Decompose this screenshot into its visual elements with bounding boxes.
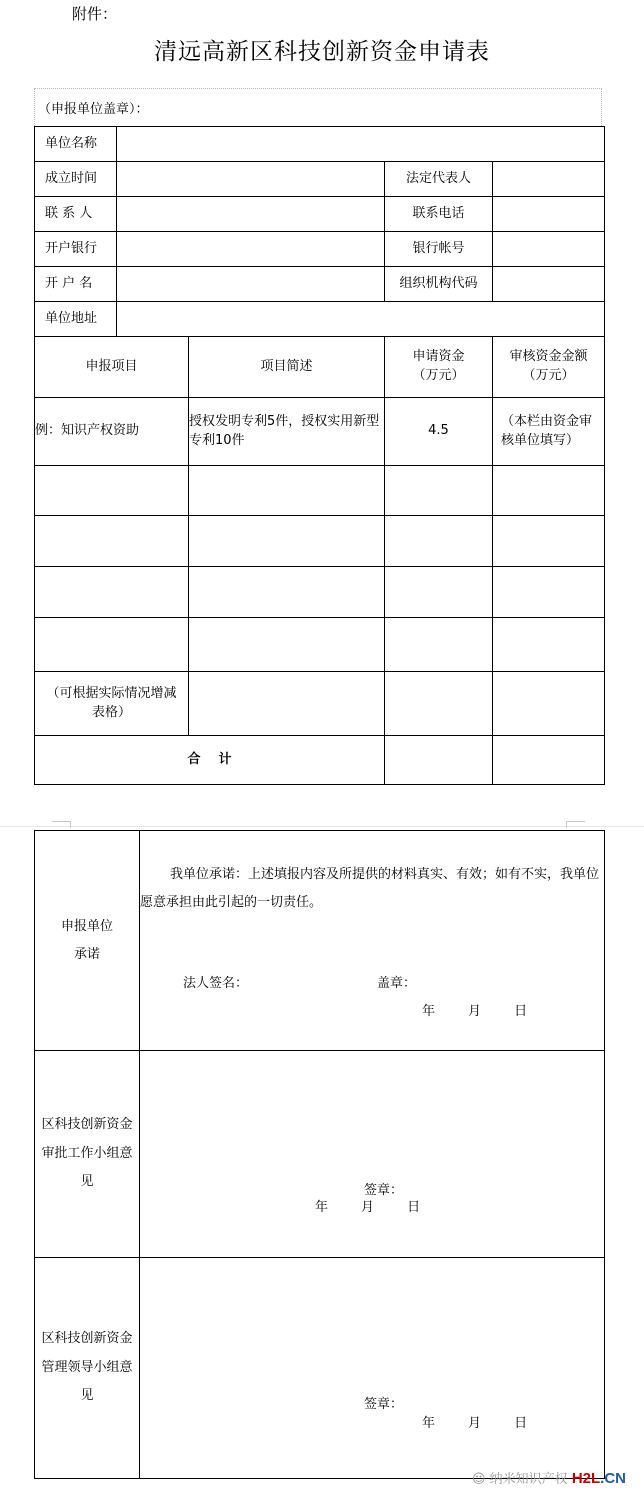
page-corner-mark (52, 821, 71, 828)
org-code-label: 组织机构代码 (385, 267, 493, 302)
commitment-date: 年 月 日 (422, 1004, 528, 1019)
opinion-table (34, 830, 605, 1479)
unit-name-field[interactable] (117, 127, 605, 162)
approved-header: 审核资金金额 （万元） (493, 337, 605, 398)
bank-field[interactable] (117, 232, 385, 267)
project-header: 申报项目 (35, 337, 189, 398)
total-label: 合 计 (35, 736, 385, 785)
attachment-label: 附件： (72, 5, 118, 23)
commitment-seal-label: 盖章： (377, 976, 417, 991)
account-label: 银行帐号 (385, 232, 493, 267)
bank-label: 开户银行 (35, 232, 117, 267)
legal-sign-label: 法人签名： (183, 976, 249, 991)
table-row (35, 618, 605, 672)
org-code-field[interactable] (493, 267, 605, 302)
page-break (0, 826, 644, 827)
established-label: 成立时间 (35, 162, 117, 197)
legal-rep-label: 法定代表人 (385, 162, 493, 197)
leader-group-label: 区科技创新资金管理领导小组意见 (35, 1258, 140, 1479)
contact-label: 联 系 人 (35, 197, 117, 232)
total-approved[interactable] (493, 736, 605, 785)
application-table (34, 126, 605, 785)
legal-rep-field[interactable] (493, 162, 605, 197)
example-approved: （本栏由资金审核单位填写） (493, 398, 605, 466)
total-funds[interactable] (385, 736, 493, 785)
phone-field[interactable] (493, 197, 605, 232)
address-label: 单位地址 (35, 302, 117, 337)
leader-sign-label: 签章： (364, 1397, 404, 1412)
wechat-icon: ☺ (471, 1472, 486, 1487)
example-summary: 授权发明专利5件，授权实用新型专利10件 (189, 398, 385, 466)
established-field[interactable] (117, 162, 385, 197)
commitment-text: 我单位承诺：上述填报内容及所提供的材料真实、有效；如有不实，我单位愿意承担由此引起的一切责任。 (140, 867, 600, 910)
page-corner-mark (566, 821, 585, 828)
funds-header: 申请资金 （万元） (385, 337, 493, 398)
account-name-label: 开 户 名 (35, 267, 117, 302)
approval-date: 年 月 日 (315, 1200, 421, 1215)
contact-field[interactable] (117, 197, 385, 232)
approval-group-label: 区科技创新资金审批工作小组意见 (35, 1051, 140, 1258)
phone-label: 联系电话 (385, 197, 493, 232)
account-name-field[interactable] (117, 267, 385, 302)
table-row (35, 567, 605, 618)
example-funds: 4.5 (385, 398, 493, 466)
brand-logo: H2L.CN (571, 1470, 626, 1487)
address-field[interactable] (117, 302, 605, 337)
seal-label: （申报单位盖章）： (38, 102, 149, 117)
table-row (35, 672, 605, 736)
summary-header: 项目简述 (189, 337, 385, 398)
leader-date: 年 月 日 (422, 1416, 528, 1431)
page-title: 清远高新区科技创新资金申请表 (154, 39, 490, 65)
commitment-label: 申报单位 承诺 (35, 831, 140, 1051)
example-project: 例：知识产权资助 (35, 398, 189, 466)
approval-sign-label: 签章： (364, 1183, 404, 1198)
table-row (35, 398, 605, 466)
unit-name-label: 单位名称 (35, 127, 117, 162)
table-row (35, 516, 605, 567)
watermark-text: 纳米知识产权 (489, 1472, 568, 1487)
table-row (35, 466, 605, 516)
note-cell: （可根据实际情况增减表格） (35, 672, 189, 736)
watermark (472, 1468, 626, 1487)
account-field[interactable] (493, 232, 605, 267)
